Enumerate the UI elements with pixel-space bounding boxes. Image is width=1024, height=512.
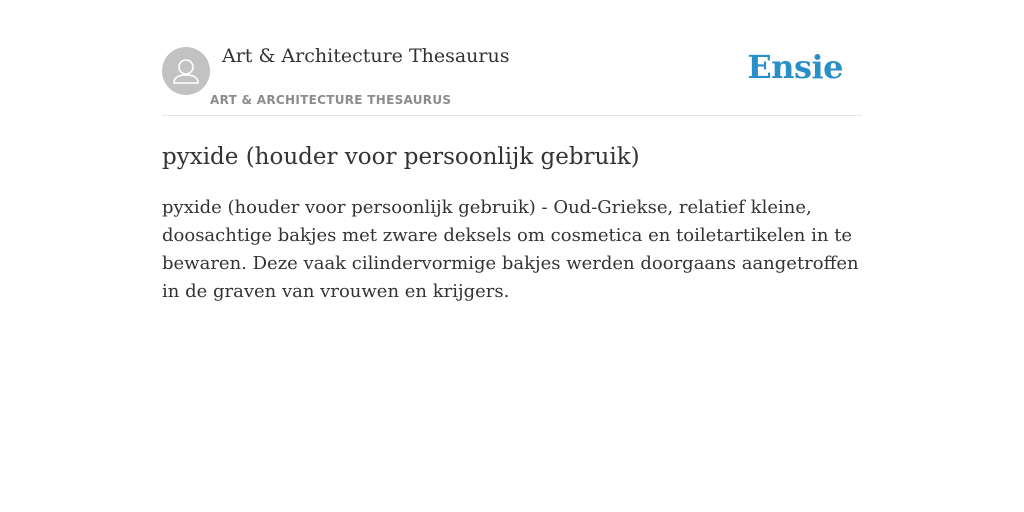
- user-icon: [162, 47, 210, 95]
- entry-title: pyxide (houder voor persoonlijk gebruik): [162, 144, 640, 170]
- ensie-logo[interactable]: Ensie: [747, 48, 843, 86]
- source-name[interactable]: Art & Architecture Thesaurus: [222, 45, 510, 67]
- source-header: [162, 0, 862, 116]
- avatar[interactable]: [162, 47, 210, 95]
- source-tag[interactable]: ART & ARCHITECTURE THESAURUS: [210, 93, 452, 107]
- page-container: [162, 0, 862, 306]
- entry-definition: pyxide (houder voor persoonlijk gebruik) - Oud-Griekse, relatief kleine, doosachtige bakjes met zware deksels om cosmetica en toiletartikelen in te bewaren. Deze vaak cilindervormige bakjes werden doorgaans aangetroffen in de graven van vrouwen en krijgers.: [162, 197, 859, 302]
